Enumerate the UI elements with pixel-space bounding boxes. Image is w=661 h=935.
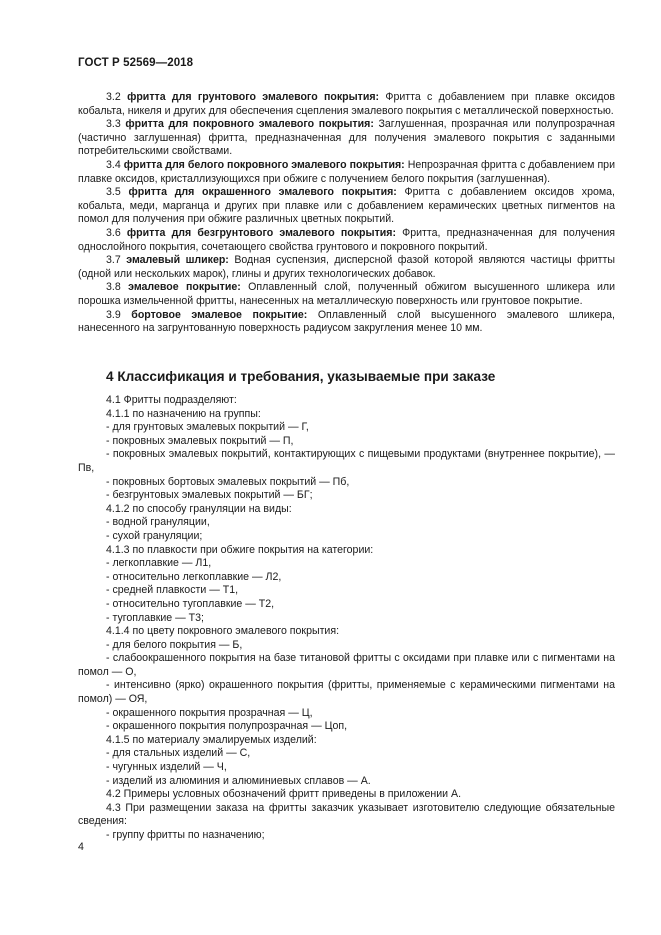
list-item [78, 530, 615, 544]
clause-paragraph [78, 788, 615, 802]
line-text: водной грануляции, [112, 516, 210, 529]
dash-marker: - [106, 570, 113, 583]
term-number: 3.2 [106, 91, 121, 103]
line-text: покровных эмалевых покрытий, контактирующих с пищевыми продуктами (внутреннее покрытие), — Пв, [78, 448, 615, 474]
dash-marker: - [106, 489, 113, 502]
list-item [78, 584, 615, 598]
dash-marker: - [106, 774, 113, 787]
line-text: 4.1.1 по назначению на группы: [106, 407, 261, 420]
term-text: Оплавленный слой высушенного эмалевого шликера, нанесенного на загрунтованную поверхность радиусом закругления менее 10 мм. [78, 308, 615, 335]
dash-marker: - [106, 638, 113, 651]
clause-paragraph [78, 625, 615, 639]
line-text: 4.2 Примеры условных обозначений фритт приведены в приложении А. [106, 788, 462, 801]
line-text: 4.1.2 по способу грануляции на виды: [106, 502, 292, 515]
dash-marker: - [106, 448, 113, 461]
term-definition [78, 309, 615, 336]
dash-marker: - [106, 747, 113, 760]
list-item [78, 448, 615, 475]
line-text: для грунтовых эмалевых покрытий — Г, [112, 421, 309, 434]
term-number: 3.3 [106, 118, 121, 131]
list-item [78, 652, 615, 679]
term-number: 3.9 [106, 308, 121, 321]
term-text: Оплавленный слой, полученный обжигом высушенного шликера или порошка измельченной фритты, нанесенных на металлическую поверхность или грунтовое покрытие. [78, 281, 615, 307]
term-name: фритта для покровного эмалевого покрытия: [125, 118, 374, 131]
list-item [78, 829, 615, 843]
dash-marker: - [106, 516, 113, 529]
term-definition [78, 281, 615, 308]
dash-marker: - [106, 584, 113, 597]
list-item [78, 476, 615, 490]
document-code-header: ГОСТ Р 52569—2018 [78, 57, 194, 69]
list-item [78, 557, 615, 571]
term-definition [78, 227, 615, 254]
term-name: фритта для окрашенного эмалевого покрытия: [128, 186, 397, 199]
section-body [78, 394, 615, 843]
term-name: бортовое эмалевое покрытие: [131, 308, 308, 321]
term-text: Заглушенная, прозрачная или полупрозрачная (частично заглушенная) фритта, предназначенная для получения эмалевого покрытия с заданными потребительскими свойствами. [78, 118, 615, 158]
dash-marker: - [106, 557, 113, 570]
line-text: 4.1.3 по плавкости при обжиге покрытия на категории: [106, 543, 374, 556]
list-item [78, 639, 615, 653]
list-item [78, 571, 615, 585]
list-item [78, 421, 615, 435]
term-number: 3.4 [106, 158, 121, 171]
term-name: фритта для белого покровного эмалевого покрытия: [123, 158, 405, 171]
line-text: сухой грануляции; [112, 529, 203, 542]
dash-marker: - [106, 706, 113, 719]
term-text: Водная суспензия, дисперсной фазой которой являются частицы фритты (одной или нескольких марок), глины и других технологических добавок. [78, 254, 615, 280]
line-text: чугунных изделий — Ч, [112, 761, 227, 774]
dash-marker: - [106, 652, 113, 665]
term-number: 3.7 [106, 254, 121, 267]
list-item [78, 598, 615, 612]
dash-marker: - [106, 611, 113, 624]
term-definition [78, 118, 615, 159]
line-text: для белого покрытия — Б, [112, 638, 243, 651]
line-text: средней плавкости — Т1, [112, 584, 239, 597]
term-text: Непрозрачная фритта с добавлением при плавке оксидов, кристаллизующихся при обжиге с получением белого покрытия (заглушенная). [78, 158, 615, 185]
page-number: 4 [78, 841, 84, 853]
dash-marker: - [106, 597, 113, 610]
list-item [78, 707, 615, 721]
dash-marker: - [106, 421, 113, 434]
line-text: тугоплавкие — Т3; [112, 611, 204, 624]
list-item [78, 489, 615, 503]
term-text: Фритта, предназначенная для получения однослойного покрытия, сочетающего свойства грунтового и покровного покрытий. [78, 226, 615, 253]
term-number: 3.5 [106, 186, 121, 199]
line-text: покровных эмалевых покрытий — П, [112, 434, 294, 447]
line-text: относительно легкоплавкие — Л2, [112, 570, 282, 583]
list-item [78, 747, 615, 761]
dash-marker: - [106, 720, 113, 733]
line-text: безгрунтовых эмалевых покрытий — БГ; [112, 489, 313, 502]
list-item [78, 761, 615, 775]
term-definition [78, 186, 615, 227]
line-text: для стальных изделий — С, [112, 747, 251, 760]
line-text: 4.1 Фритты подразделяют: [106, 394, 237, 406]
line-text: 4.3 При размещении заказа на фритты заказчик указывает изготовителю следующие обязательные сведения: [78, 801, 615, 828]
term-definition [78, 159, 615, 186]
section-4 [78, 369, 615, 843]
list-item [78, 516, 615, 530]
dash-marker: - [106, 529, 113, 542]
dash-marker: - [106, 761, 113, 774]
line-text: слабоокрашенного покрытия на базе титановой фритты с оксидами при плавке или с пигментами на помол — О, [78, 652, 615, 678]
term-definition [78, 254, 615, 281]
term-text: Фритта с добавлением при плавке оксидов кобальта, никеля и других для обеспечения сцепления эмалевого покрытия с металлической поверхностью. [78, 91, 615, 117]
term-number: 3.8 [106, 281, 121, 294]
line-text: 4.1.4 по цвету покровного эмалевого покрытия: [106, 625, 340, 638]
line-text: относительно тугоплавкие — Т2, [112, 597, 275, 610]
line-text: окрашенного покрытия прозрачная — Ц, [112, 706, 313, 719]
clause-paragraph [78, 408, 615, 422]
clause-paragraph [78, 394, 615, 408]
list-item [78, 612, 615, 626]
dash-marker: - [106, 829, 113, 841]
line-text: изделий из алюминия и алюминиевых сплавов — А. [112, 774, 371, 787]
term-number: 3.6 [106, 226, 121, 239]
clause-paragraph [78, 503, 615, 517]
term-definition [78, 91, 615, 118]
dash-marker: - [106, 434, 113, 447]
line-text: легкоплавкие — Л1, [112, 557, 212, 570]
clause-paragraph [78, 544, 615, 558]
list-item [78, 679, 615, 706]
term-text: Фритта с добавлением оксидов хрома, кобальта, меди, марганца и других при плавке или с добавлением керамических цветных пигментов на помол для получения при обжиге различных цветных покрытий. [78, 186, 615, 226]
dash-marker: - [106, 475, 113, 488]
line-text: покровных бортовых эмалевых покрытий — Пб, [112, 475, 350, 488]
term-name: эмалевое покрытие: [128, 281, 241, 294]
term-name: фритта для грунтового эмалевого покрытия: [127, 91, 380, 103]
list-item [78, 775, 615, 789]
term-name: фритта для безгрунтового эмалевого покрытия: [126, 226, 396, 239]
list-item [78, 720, 615, 734]
terms-list [78, 91, 615, 336]
clause-paragraph [78, 802, 615, 829]
dash-marker: - [106, 679, 114, 692]
line-text: интенсивно (ярко) окрашенного покрытия (фритты, применяемые с керамическими пигментами на помол) — ОЯ, [78, 679, 615, 706]
list-item [78, 435, 615, 449]
section-title: 4 Классификация и требования, указываемые при заказе [106, 369, 496, 384]
clause-paragraph [78, 734, 615, 748]
line-text: группу фритты по назначению; [112, 829, 265, 841]
term-name: эмалевый шликер: [126, 254, 229, 267]
line-text: 4.1.5 по материалу эмалируемых изделий: [106, 733, 317, 746]
line-text: окрашенного покрытия полупрозрачная — Цоп, [112, 720, 348, 733]
